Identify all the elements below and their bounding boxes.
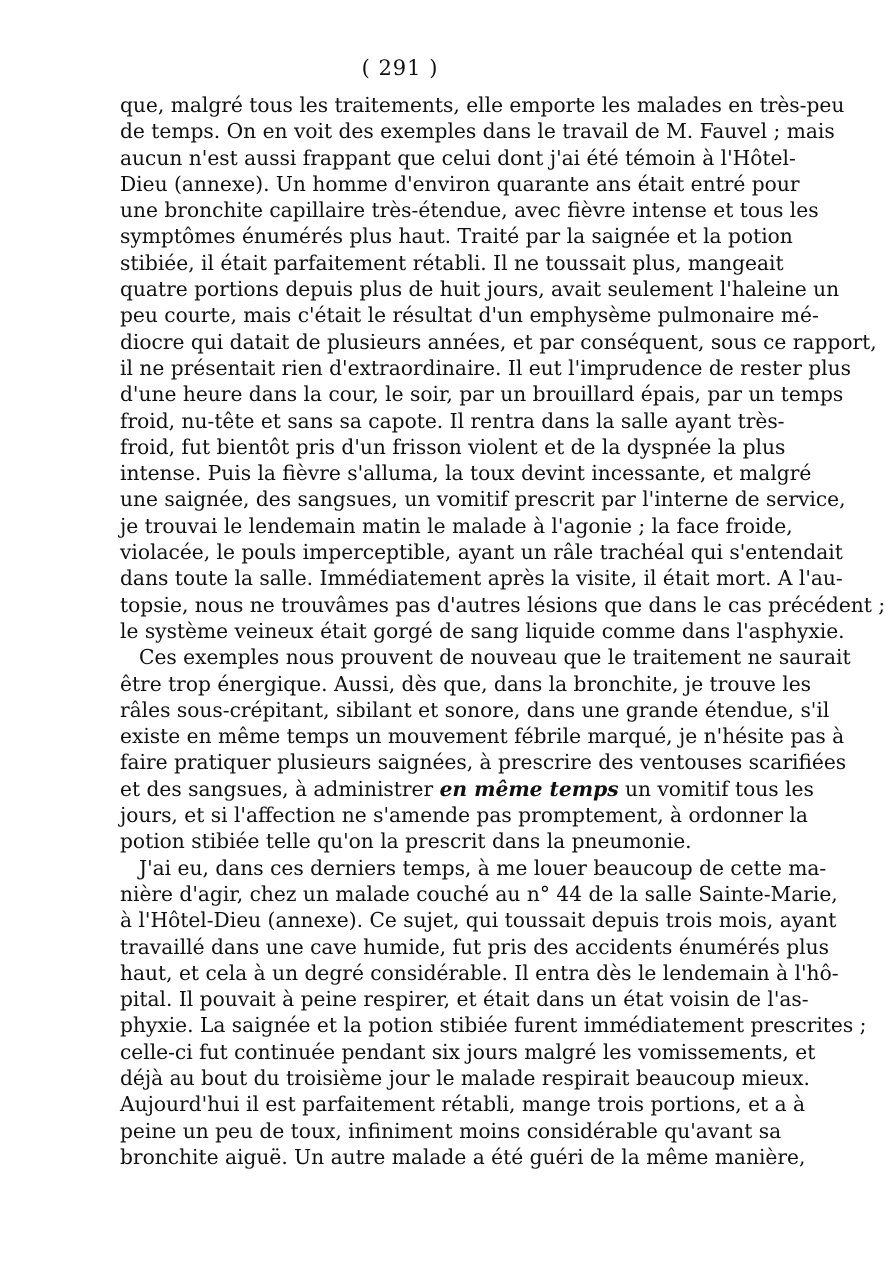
text-line: Aujourd'hui il est parfaitement rétabli, mange trois portions, et a à: [120, 1092, 806, 1117]
text-line: J'ai eu, dans ces derniers temps, à me louer beaucoup de cette ma-: [139, 855, 827, 880]
text-line: violacée, le pouls imperceptible, ayant un râle trachéal qui s'entendait: [120, 540, 843, 565]
text-segment: un vomitif tous les: [618, 776, 814, 801]
text-line: être trop énergique. Aussi, dès que, dans la bronchite, je trouve les: [120, 671, 812, 696]
page-number: ( 291 ): [361, 56, 439, 80]
text-line: celle-ci fut continuée pendant six jours malgré les vomissements, et: [120, 1039, 816, 1064]
text-line: d'une heure dans la cour, le soir, par un brouillard épais, par un temps: [120, 382, 844, 407]
text-line: potion stibiée telle qu'on la prescrit dans la pneumonie.: [120, 829, 692, 854]
text-line: peine un peu de toux, infiniment moins considérable qu'avant sa: [120, 1118, 782, 1143]
text-line: peu courte, mais c'était le résultat d'un emphysème pulmonaire mé-: [120, 303, 819, 328]
text-line: quatre portions depuis plus de huit jours, avait seulement l'haleine un: [120, 277, 840, 302]
text-line: le système veineux était gorgé de sang liquide comme dans l'asphyxie.: [120, 618, 845, 643]
text-line: froid, nu-tête et sans sa capote. Il rentra dans la salle ayant très-: [120, 408, 785, 433]
text-line: à l'Hôtel-Dieu (annexe). Ce sujet, qui toussait depuis trois mois, ayant: [120, 908, 837, 933]
text-line: aucun n'est aussi frappant que celui dont j'ai été témoin à l'Hôtel-: [120, 145, 796, 170]
text-line: froid, fut bientôt pris d'un frisson violent et de la dyspnée la plus: [120, 434, 786, 459]
text-line: je trouvai le lendemain matin le malade à l'agonie ; la face froide,: [120, 513, 793, 538]
text-line: faire pratiquer plusieurs saignées, à prescrire des ventouses scarifiées: [120, 750, 847, 775]
text-line: symptômes énumérés plus haut. Traité par la saignée et la potion: [120, 224, 793, 249]
text-line: Ces exemples nous prouvent de nouveau que le traitement ne saurait: [139, 645, 851, 670]
text-line: il ne présentait rien d'extraordinaire. Il eut l'imprudence de rester plus: [120, 355, 851, 380]
text-line: phyxie. La saignée et la potion stibiée furent immédiatement prescrites ;: [120, 1013, 867, 1038]
paragraph-2: [120, 644, 851, 854]
text-line: Dieu (annexe). Un homme d'environ quarante ans était entré pour: [120, 171, 800, 196]
text-line: de temps. On en voit des exemples dans le travail de M. Fauvel ; mais: [120, 119, 835, 144]
paragraph-3: [120, 855, 867, 1171]
text-line: que, malgré tous les traitements, elle emporte les malades en très-peu: [120, 93, 845, 117]
text-line: intense. Puis la fièvre s'alluma, la toux devint incessante, et malgré: [120, 461, 812, 486]
text-line: topsie, nous ne trouvâmes pas d'autres lésions que dans le cas précédent ;: [120, 592, 885, 617]
text-line: déjà au bout du troisième jour le malade respirait beaucoup mieux.: [120, 1065, 810, 1090]
text-line: haut, et cela à un degré considérable. Il entra dès le lendemain à l'hô-: [120, 960, 839, 985]
text-line: [120, 776, 814, 802]
emphasized-phrase: en même temps: [439, 776, 619, 801]
text-line: existe en même temps un mouvement fébrile marqué, je n'hésite pas à: [120, 724, 845, 749]
text-segment: et des sangsues, à administrer: [120, 776, 434, 801]
paragraph-1: [120, 92, 885, 644]
text-line: râles sous-crépitant, sibilant et sonore, dans une grande étendue, s'il: [120, 697, 830, 722]
text-line: pital. Il pouvait à peine respirer, et était dans un état voisin de l'as-: [120, 987, 809, 1012]
text-line: diocre qui datait de plusieurs années, et par conséquent, sous ce rapport,: [120, 329, 877, 354]
text-line: jours, et si l'affection ne s'amende pas promptement, à ordonner la: [120, 803, 808, 828]
text-line: bronchite aiguë. Un autre malade a été guéri de la même manière,: [120, 1144, 806, 1169]
text-line: nière d'agir, chez un malade couché au n° 44 de la salle Sainte-Marie,: [120, 881, 838, 906]
text-line: dans toute la salle. Immédiatement après la visite, il était mort. A l'au-: [120, 566, 843, 591]
text-line: travaillé dans une cave humide, fut pris des accidents énumérés plus: [120, 934, 829, 959]
text-line: une bronchite capillaire très-étendue, avec fièvre intense et tous les: [120, 198, 819, 223]
body-text: [120, 92, 885, 1170]
text-line: stibiée, il était parfaitement rétabli. Il ne toussait plus, mangeait: [120, 250, 784, 275]
text-line: une saignée, des sangsues, un vomitif prescrit par l'interne de service,: [120, 487, 846, 512]
